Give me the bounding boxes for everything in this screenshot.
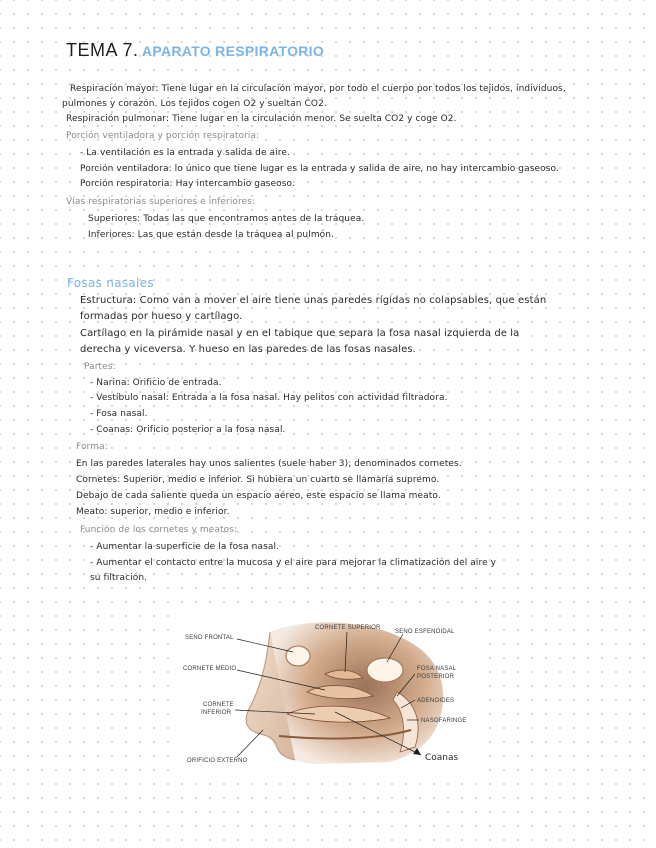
label-cornete-inferior: CORNETE	[203, 702, 234, 708]
note-line: Superiores: Todas las que encontramos antes de la tráquea.	[88, 214, 365, 224]
label-cornete-superior: CORNETE SUPERIOR	[315, 625, 381, 631]
sphenoid-sinus	[367, 658, 403, 682]
note-line: - Aumentar la superficie de la fosa nasal.	[90, 542, 280, 552]
note-line: - Fosa nasal.	[90, 409, 148, 419]
note-line: - Coanas: Orificio posterior a la fosa nasal.	[90, 425, 286, 435]
note-line: Debajo de cada saliente queda un espacio aéreo, este espacio se llama meato.	[76, 491, 441, 501]
frontal-sinus	[286, 646, 310, 666]
nasal-anatomy-diagram	[175, 612, 485, 772]
label-cornete-medio: CORNETE MEDIO	[183, 666, 237, 672]
note-line: Cornetes: Superior, medio e inferior. Si hubiera un cuarto se llamaría supremo.	[76, 475, 440, 485]
note-line: Meato: superior, medio e inferior.	[76, 507, 230, 517]
note-line: - Aumentar el contacto entre la mucosa y el aire para mejorar la climatización del aire y	[90, 558, 497, 568]
page-title-accent: APARATO RESPIRATORIO	[142, 43, 325, 59]
note-line: Respiración mayor: Tiene lugar en la circulación mayor, por todo el cuerpo por todos los tejidos, individuos,	[70, 84, 566, 94]
label-fosa-nasal-posterior: FOSA NASAL	[417, 666, 457, 672]
label-cornete-inferior-2: INFERIOR	[201, 710, 232, 716]
note-line: Cartílago en la pirámide nasal y en el tabique que separa la fosa nasal izquierda de la	[80, 328, 520, 339]
note-line: Partes:	[84, 362, 116, 372]
page-title: TEMA 7.	[66, 40, 139, 60]
label-fosa-nasal-posterior-2: POSTERIOR	[417, 674, 455, 680]
note-line: Inferiores: Las que están desde la tráquea al pulmón.	[88, 230, 335, 240]
label-seno-frontal: SENO FRONTAL	[185, 635, 234, 641]
note-line: - La ventilación es la entrada y salida de aire.	[80, 148, 290, 158]
label-adenoides: ADENOIDES	[417, 698, 455, 704]
note-line: formadas por hueso y cartílago.	[80, 311, 243, 322]
note-line: su filtración.	[90, 573, 148, 583]
note-line: Respiración pulmonar: Tiene lugar en la circulación menor. Se suelta CO2 y coge O2.	[66, 114, 457, 124]
note-line: Porción ventiladora: lo único que tiene lugar es la entrada y salida de aire, no hay intercambio gaseoso.	[80, 164, 559, 174]
note-line: Porción ventiladora y porción respiratoria:	[66, 131, 260, 141]
note-line: En las paredes laterales hay unos salientes (suele haber 3), denominados cornetes.	[76, 459, 462, 469]
section-title: Fosas nasales	[67, 276, 154, 290]
note-line: - Narina: Orificio de entrada.	[90, 378, 222, 388]
note-line: Vías respiratorias superiores e inferiores:	[66, 197, 256, 207]
note-line: Función de los cornetes y meatos:	[80, 525, 238, 535]
note-line: derecha y viceversa. Y hueso en las paredes de las fosas nasales.	[80, 344, 416, 355]
note-line: pulmones y corazón. Los tejidos cogen O2 y sueltan CO2.	[62, 99, 327, 109]
label-coanas: Coanas	[425, 753, 459, 763]
note-line: Porción respiratoria: Hay intercambio gaseoso.	[80, 179, 295, 189]
label-nasofaringe: NASOFARINGE	[421, 718, 467, 724]
note-line: Estructura: Como van a mover el aire tiene unas paredes rígidas no colapsables, que están	[80, 295, 547, 306]
label-orificio-externo: ORIFICIO EXTERNO	[187, 758, 248, 764]
note-line: Forma:	[76, 442, 108, 452]
label-seno-esfenoidal: SENO ESFENOIDAL	[395, 629, 455, 635]
note-line: - Vestíbulo nasal: Entrada a la fosa nasal. Hay pelitos con actividad filtradora.	[90, 393, 448, 403]
